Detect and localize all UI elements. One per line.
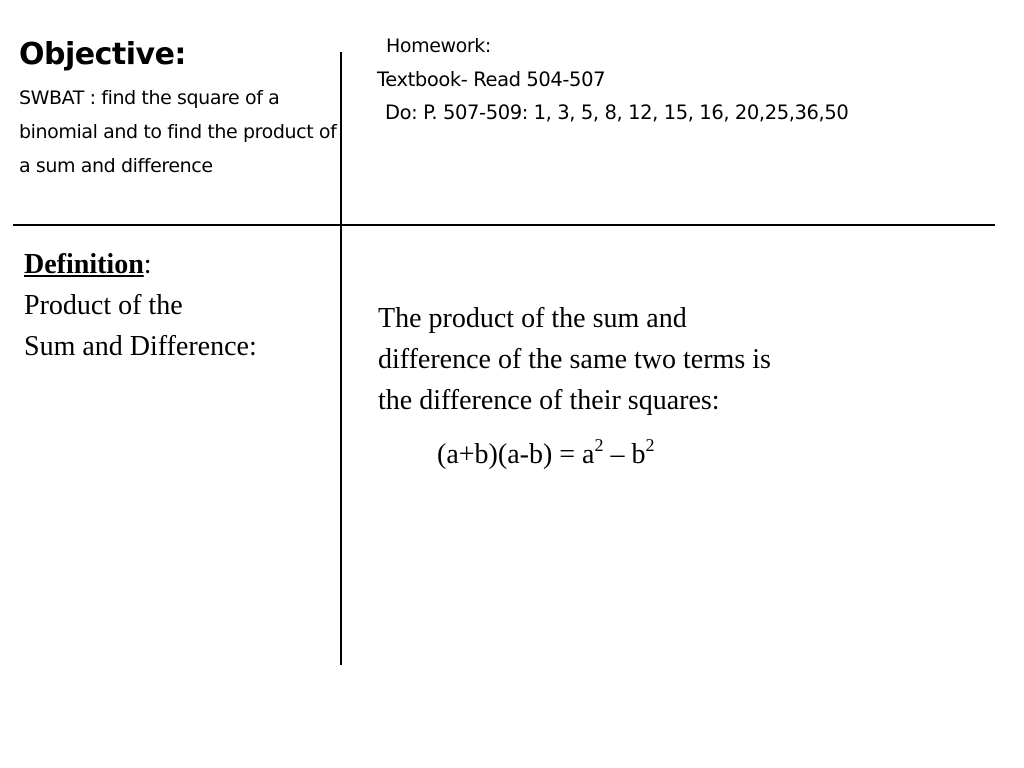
definition-title [24,285,334,367]
definition-colon: : [143,249,152,280]
definition-title-line: Product of the [24,290,183,321]
definition-body-line: the difference of their squares: [378,385,720,416]
definition-body-line: difference of the same two terms is [378,344,771,375]
homework-reading: Textbook- Read 504-507 [377,68,606,91]
homework-problems: Do: P. 507-509: 1, 3, 5, 8, 12, 15, 16, 20,25,36,50 [385,101,849,124]
definition-body [378,298,938,421]
formula-exponent: 2 [645,435,655,455]
homework-heading: Homework: [386,35,491,57]
definition-body-line: The product of the sum and [378,303,687,334]
definition-label: Definition [24,249,144,280]
vertical-divider [340,52,342,665]
objective-heading: Objective: [19,37,186,72]
formula-mid: – b [603,439,646,470]
definition-heading [24,246,152,284]
formula-lhs: (a+b)(a-b) = a [437,439,595,470]
formula-exponent: 2 [594,435,604,455]
definition-title-line: Sum and Difference: [24,331,257,362]
objective-text: SWBAT : find the square of a binomial and to find the product of a sum and difference [19,87,337,177]
horizontal-divider [13,224,995,226]
formula [437,436,655,474]
